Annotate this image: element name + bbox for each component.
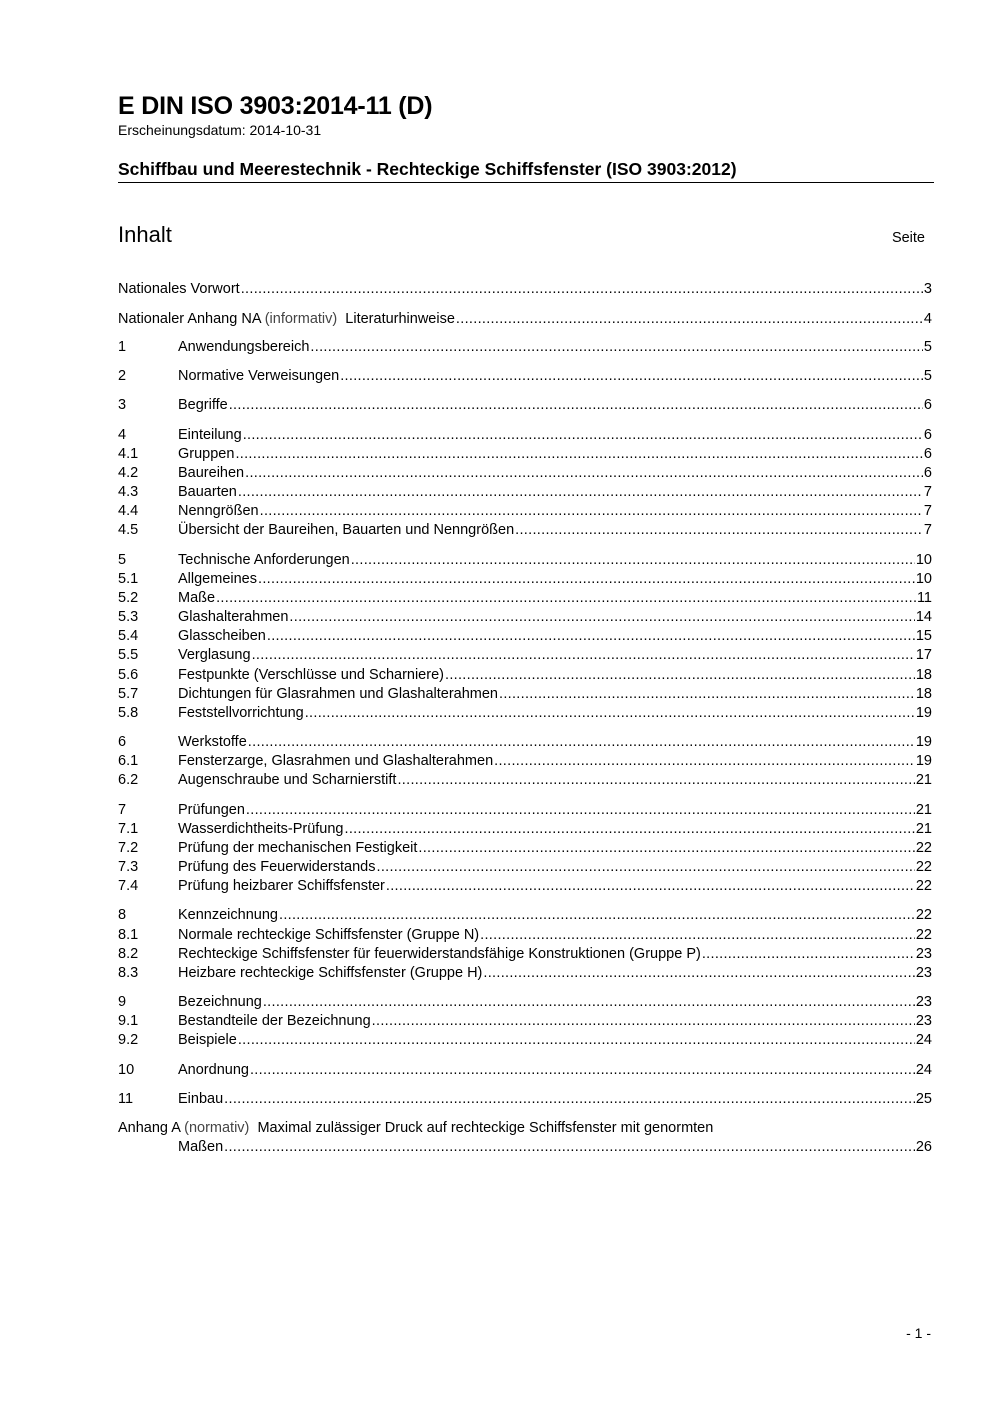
page-number: - 1 - xyxy=(906,1325,931,1341)
toc-section-number: 3 xyxy=(118,397,127,413)
publication-date: Erscheinungsdatum: 2014-10-31 xyxy=(118,122,322,138)
toc-page-number: 7 xyxy=(923,503,932,519)
toc-entry-title: Dichtungen für Glasrahmen und Glashalterahmen xyxy=(178,686,498,702)
toc-section-number: 4 xyxy=(118,427,127,443)
toc-entry[interactable] xyxy=(118,820,932,839)
toc-entry-title: Anwendungsbereich xyxy=(178,339,310,355)
toc-page-number: 23 xyxy=(915,946,932,962)
toc-entry[interactable] xyxy=(118,367,932,386)
toc-entry[interactable] xyxy=(118,338,932,357)
toc-entry[interactable] xyxy=(118,426,932,445)
toc-page-number: 22 xyxy=(915,907,932,923)
toc-section-number: 8.1 xyxy=(118,927,139,943)
toc-section-number: 7.3 xyxy=(118,859,139,875)
toc-page-number: 24 xyxy=(915,1062,932,1078)
toc-page-number: 6 xyxy=(923,446,932,462)
dot-leader xyxy=(289,608,914,627)
toc-entry-title: Feststellvorrichtung xyxy=(178,705,304,721)
toc-entry-title: Allgemeines xyxy=(178,571,257,587)
dot-leader xyxy=(483,964,914,983)
toc-entry[interactable] xyxy=(118,589,932,608)
toc-entry-title: Glasscheiben xyxy=(178,628,266,644)
document-subtitle: Schiffbau und Meerestechnik - Rechteckige Schiffsfenster (ISO 3903:2012) xyxy=(118,159,737,179)
toc-entry-continuation[interactable] xyxy=(118,1138,932,1157)
toc-entry-title: Anordnung xyxy=(178,1062,249,1078)
toc-entry[interactable] xyxy=(118,1012,932,1031)
toc-section-number: 1 xyxy=(118,339,127,355)
toc-entry[interactable] xyxy=(118,445,932,464)
toc-entry-title: Festpunkte (Verschlüsse und Scharniere) xyxy=(178,667,444,683)
toc-section-number: 2 xyxy=(118,368,127,384)
toc-entry[interactable] xyxy=(118,521,932,540)
dot-leader xyxy=(238,483,923,502)
toc-section-number: 9.2 xyxy=(118,1032,139,1048)
toc-section-number: 5.2 xyxy=(118,590,139,606)
toc-entry[interactable] xyxy=(118,666,932,685)
toc-entry-title: Nationales Vorwort xyxy=(118,281,240,297)
toc-entry[interactable] xyxy=(118,733,932,752)
toc-entry-title: Technische Anforderungen xyxy=(178,552,350,568)
toc-entry[interactable] xyxy=(118,464,932,483)
toc-entry[interactable] xyxy=(118,646,932,665)
toc-section-number: 5.6 xyxy=(118,667,139,683)
toc-section-number: 9 xyxy=(118,994,127,1010)
toc-entry[interactable] xyxy=(118,1090,932,1109)
toc-entry-title: Bestandteile der Bezeichnung xyxy=(178,1013,371,1029)
toc-section-number: 8.2 xyxy=(118,946,139,962)
toc-entry-title: Nationaler Anhang NA (informativ) Literaturhinweise xyxy=(118,311,455,327)
toc-entry[interactable] xyxy=(118,1119,932,1138)
toc-section-number: 4.5 xyxy=(118,522,139,538)
dot-leader xyxy=(386,877,915,896)
toc-entry-title: Prüfung des Feuerwiderstands xyxy=(178,859,376,875)
toc-section-number: 5.1 xyxy=(118,571,139,587)
toc-page-number: 17 xyxy=(915,647,932,663)
toc-entry-title: Übersicht der Baureihen, Bauarten und Nenngrößen xyxy=(178,522,515,538)
toc-entry-title: Prüfung der mechanischen Festigkeit xyxy=(178,840,418,856)
toc-page-number: 23 xyxy=(915,965,932,981)
toc-entry-title: Bauarten xyxy=(178,484,237,500)
toc-entry-title: Gruppen xyxy=(178,446,235,462)
toc-entry[interactable] xyxy=(118,771,932,790)
toc-section-number: 6 xyxy=(118,734,127,750)
toc-entry[interactable] xyxy=(118,396,932,415)
toc-entry-title: Kennzeichnung xyxy=(178,907,278,923)
toc-section-number: 6.2 xyxy=(118,772,139,788)
toc-entry-title: Begriffe xyxy=(178,397,228,413)
dot-leader xyxy=(258,570,915,589)
toc-page-number: 18 xyxy=(915,686,932,702)
toc-entry[interactable] xyxy=(118,551,932,570)
toc-entry[interactable] xyxy=(118,704,932,723)
toc-page-number: 24 xyxy=(915,1032,932,1048)
toc-page-number: 19 xyxy=(915,705,932,721)
toc-entry[interactable] xyxy=(118,906,932,925)
toc-page-number: 6 xyxy=(923,397,932,413)
dot-leader xyxy=(515,521,923,540)
dot-leader xyxy=(263,993,915,1012)
dot-leader xyxy=(702,945,915,964)
toc-section-number: 4.3 xyxy=(118,484,139,500)
toc-page-number: 7 xyxy=(923,522,932,538)
title-divider xyxy=(118,182,934,183)
toc-page-number: 10 xyxy=(915,552,932,568)
toc-section-number: 8.3 xyxy=(118,965,139,981)
dot-leader xyxy=(229,396,923,415)
toc-heading: Inhalt xyxy=(118,222,172,247)
toc-entry[interactable] xyxy=(118,858,932,877)
dot-leader xyxy=(245,464,923,483)
dot-leader xyxy=(243,426,923,445)
toc-entry[interactable] xyxy=(118,570,932,589)
toc-page-column-label: Seite xyxy=(891,230,925,246)
toc-entry[interactable] xyxy=(118,280,932,299)
toc-section-number: 6.1 xyxy=(118,753,139,769)
toc-page-number: 10 xyxy=(915,571,932,587)
toc-section-number: 5.8 xyxy=(118,705,139,721)
toc-entry-title: Normative Verweisungen xyxy=(178,368,340,384)
toc-entry[interactable] xyxy=(118,839,932,858)
toc-entry[interactable] xyxy=(118,627,932,646)
toc-section-number: 11 xyxy=(118,1091,134,1107)
toc-entry[interactable] xyxy=(118,608,932,627)
toc-entry-annotation: (informativ) xyxy=(264,311,338,327)
toc-page-number: 26 xyxy=(915,1139,932,1155)
toc-page-number: 5 xyxy=(923,339,932,355)
dot-leader xyxy=(418,839,914,858)
toc-section-number: 8 xyxy=(118,907,127,923)
dot-leader xyxy=(260,502,923,521)
toc-entry-title: Fensterzarge, Glasrahmen und Glashalterahmen xyxy=(178,753,494,769)
toc-section-number: 5.7 xyxy=(118,686,139,702)
toc-page-number: 19 xyxy=(915,734,932,750)
toc-page-number: 15 xyxy=(915,628,932,644)
toc-entry-title: Baureihen xyxy=(178,465,245,481)
document-title: E DIN ISO 3903:2014-11 (D) xyxy=(118,92,433,120)
toc-entry-title: Glashalterahmen xyxy=(178,609,289,625)
toc-entry-title: Rechteckige Schiffsfenster für feuerwiderstandsfähige Konstruktionen (Gruppe P) xyxy=(178,946,701,962)
toc-section-number: 5.5 xyxy=(118,647,139,663)
dot-leader xyxy=(351,551,915,570)
toc-section-number: 4.2 xyxy=(118,465,139,481)
dot-leader xyxy=(344,820,914,839)
dot-leader xyxy=(241,280,923,299)
toc-entry-title: Prüfung heizbarer Schiffsfenster xyxy=(178,878,385,894)
dot-leader xyxy=(340,367,923,386)
toc-entry[interactable] xyxy=(118,801,932,820)
dot-leader xyxy=(252,646,915,665)
toc-entry-title: Werkstoffe xyxy=(178,734,247,750)
toc-entry-title: Augenschraube und Scharnierstift xyxy=(178,772,397,788)
toc-entry[interactable] xyxy=(118,1061,932,1080)
toc-entry-title: Verglasung xyxy=(178,647,251,663)
dot-leader xyxy=(238,1031,915,1050)
toc-section-number: 5.4 xyxy=(118,628,139,644)
dot-leader xyxy=(456,310,923,329)
toc-page-number: 23 xyxy=(915,1013,932,1029)
dot-leader xyxy=(445,666,915,685)
toc-entry-title: Prüfungen xyxy=(178,802,245,818)
toc-section-number: 9.1 xyxy=(118,1013,139,1029)
toc-entry-title: Heizbare rechteckige Schiffsfenster (Gruppe H) xyxy=(178,965,483,981)
dot-leader xyxy=(397,771,914,790)
toc-section-number: 5.3 xyxy=(118,609,139,625)
toc-entry[interactable] xyxy=(118,926,932,945)
toc-page-number: 5 xyxy=(923,368,932,384)
dot-leader xyxy=(250,1061,915,1080)
toc-entry[interactable] xyxy=(118,685,932,704)
toc-section-number: 4.1 xyxy=(118,446,139,462)
dot-leader xyxy=(480,926,915,945)
dot-leader xyxy=(224,1090,915,1109)
dot-leader xyxy=(246,801,915,820)
toc-page-number: 21 xyxy=(915,802,932,818)
toc-page-number: 23 xyxy=(915,994,932,1010)
toc-entry-title: Anhang A (normativ) Maximal zulässiger Druck auf rechteckige Schiffsfenster mit genormten xyxy=(118,1120,714,1136)
toc-entry[interactable] xyxy=(118,945,932,964)
toc-entry-title: Bezeichnung xyxy=(178,994,262,1010)
toc-entry-title: Nenngrößen xyxy=(178,503,259,519)
toc-section-number: 7.4 xyxy=(118,878,139,894)
toc-section-number: 7.2 xyxy=(118,840,139,856)
toc-page-number: 6 xyxy=(923,427,932,443)
toc-entry[interactable] xyxy=(118,752,932,771)
toc-entry-title: Wasserdichtheits-Prüfung xyxy=(178,821,344,837)
dot-leader xyxy=(305,704,915,723)
toc-entry-title: Maße xyxy=(178,590,216,606)
toc-entry-title-continuation: Maßen xyxy=(178,1139,224,1155)
toc-page-number: 18 xyxy=(915,667,932,683)
dot-leader xyxy=(279,906,915,925)
toc-page-number: 22 xyxy=(915,878,932,894)
toc-page-number: 22 xyxy=(915,927,932,943)
toc-page-number: 22 xyxy=(915,840,932,856)
toc-page-number: 21 xyxy=(915,821,932,837)
toc-page-number: 14 xyxy=(915,609,932,625)
toc-entry[interactable] xyxy=(118,993,932,1012)
dot-leader xyxy=(248,733,915,752)
dot-leader xyxy=(224,1138,915,1157)
toc-page-number: 4 xyxy=(923,311,932,327)
toc-page-number: 21 xyxy=(915,772,932,788)
dot-leader xyxy=(267,627,915,646)
toc-page-number: 7 xyxy=(923,484,932,500)
toc-entry[interactable] xyxy=(118,502,932,521)
toc-section-number: 7.1 xyxy=(118,821,139,837)
toc-entry[interactable] xyxy=(118,483,932,502)
toc-section-number: 10 xyxy=(118,1062,135,1078)
toc-entry-title: Einteilung xyxy=(178,427,242,443)
dot-leader xyxy=(494,752,915,771)
toc-section-number: 7 xyxy=(118,802,127,818)
dot-leader xyxy=(499,685,915,704)
toc-entry[interactable] xyxy=(118,877,932,896)
toc-entry-title: Einbau xyxy=(178,1091,224,1107)
toc-page-number: 25 xyxy=(915,1091,932,1107)
toc-page-number: 6 xyxy=(923,465,932,481)
toc-entry-annotation: (normativ) xyxy=(184,1120,250,1136)
toc-section-number: 4.4 xyxy=(118,503,139,519)
dot-leader xyxy=(235,445,922,464)
dot-leader xyxy=(372,1012,915,1031)
toc-entry-title: Beispiele xyxy=(178,1032,237,1048)
toc-entry[interactable] xyxy=(118,964,932,983)
toc-page-number: 22 xyxy=(915,859,932,875)
dot-leader xyxy=(310,338,923,357)
toc-page-number: 19 xyxy=(915,753,932,769)
toc-page-number: 3 xyxy=(923,281,932,297)
toc-entry-title: Normale rechteckige Schiffsfenster (Gruppe N) xyxy=(178,927,480,943)
toc-page-number: 11 xyxy=(916,590,932,606)
toc-entry[interactable] xyxy=(118,1031,932,1050)
toc-entry[interactable] xyxy=(118,310,932,329)
toc-section-number: 5 xyxy=(118,552,127,568)
dot-leader xyxy=(376,858,914,877)
dot-leader xyxy=(216,589,916,608)
